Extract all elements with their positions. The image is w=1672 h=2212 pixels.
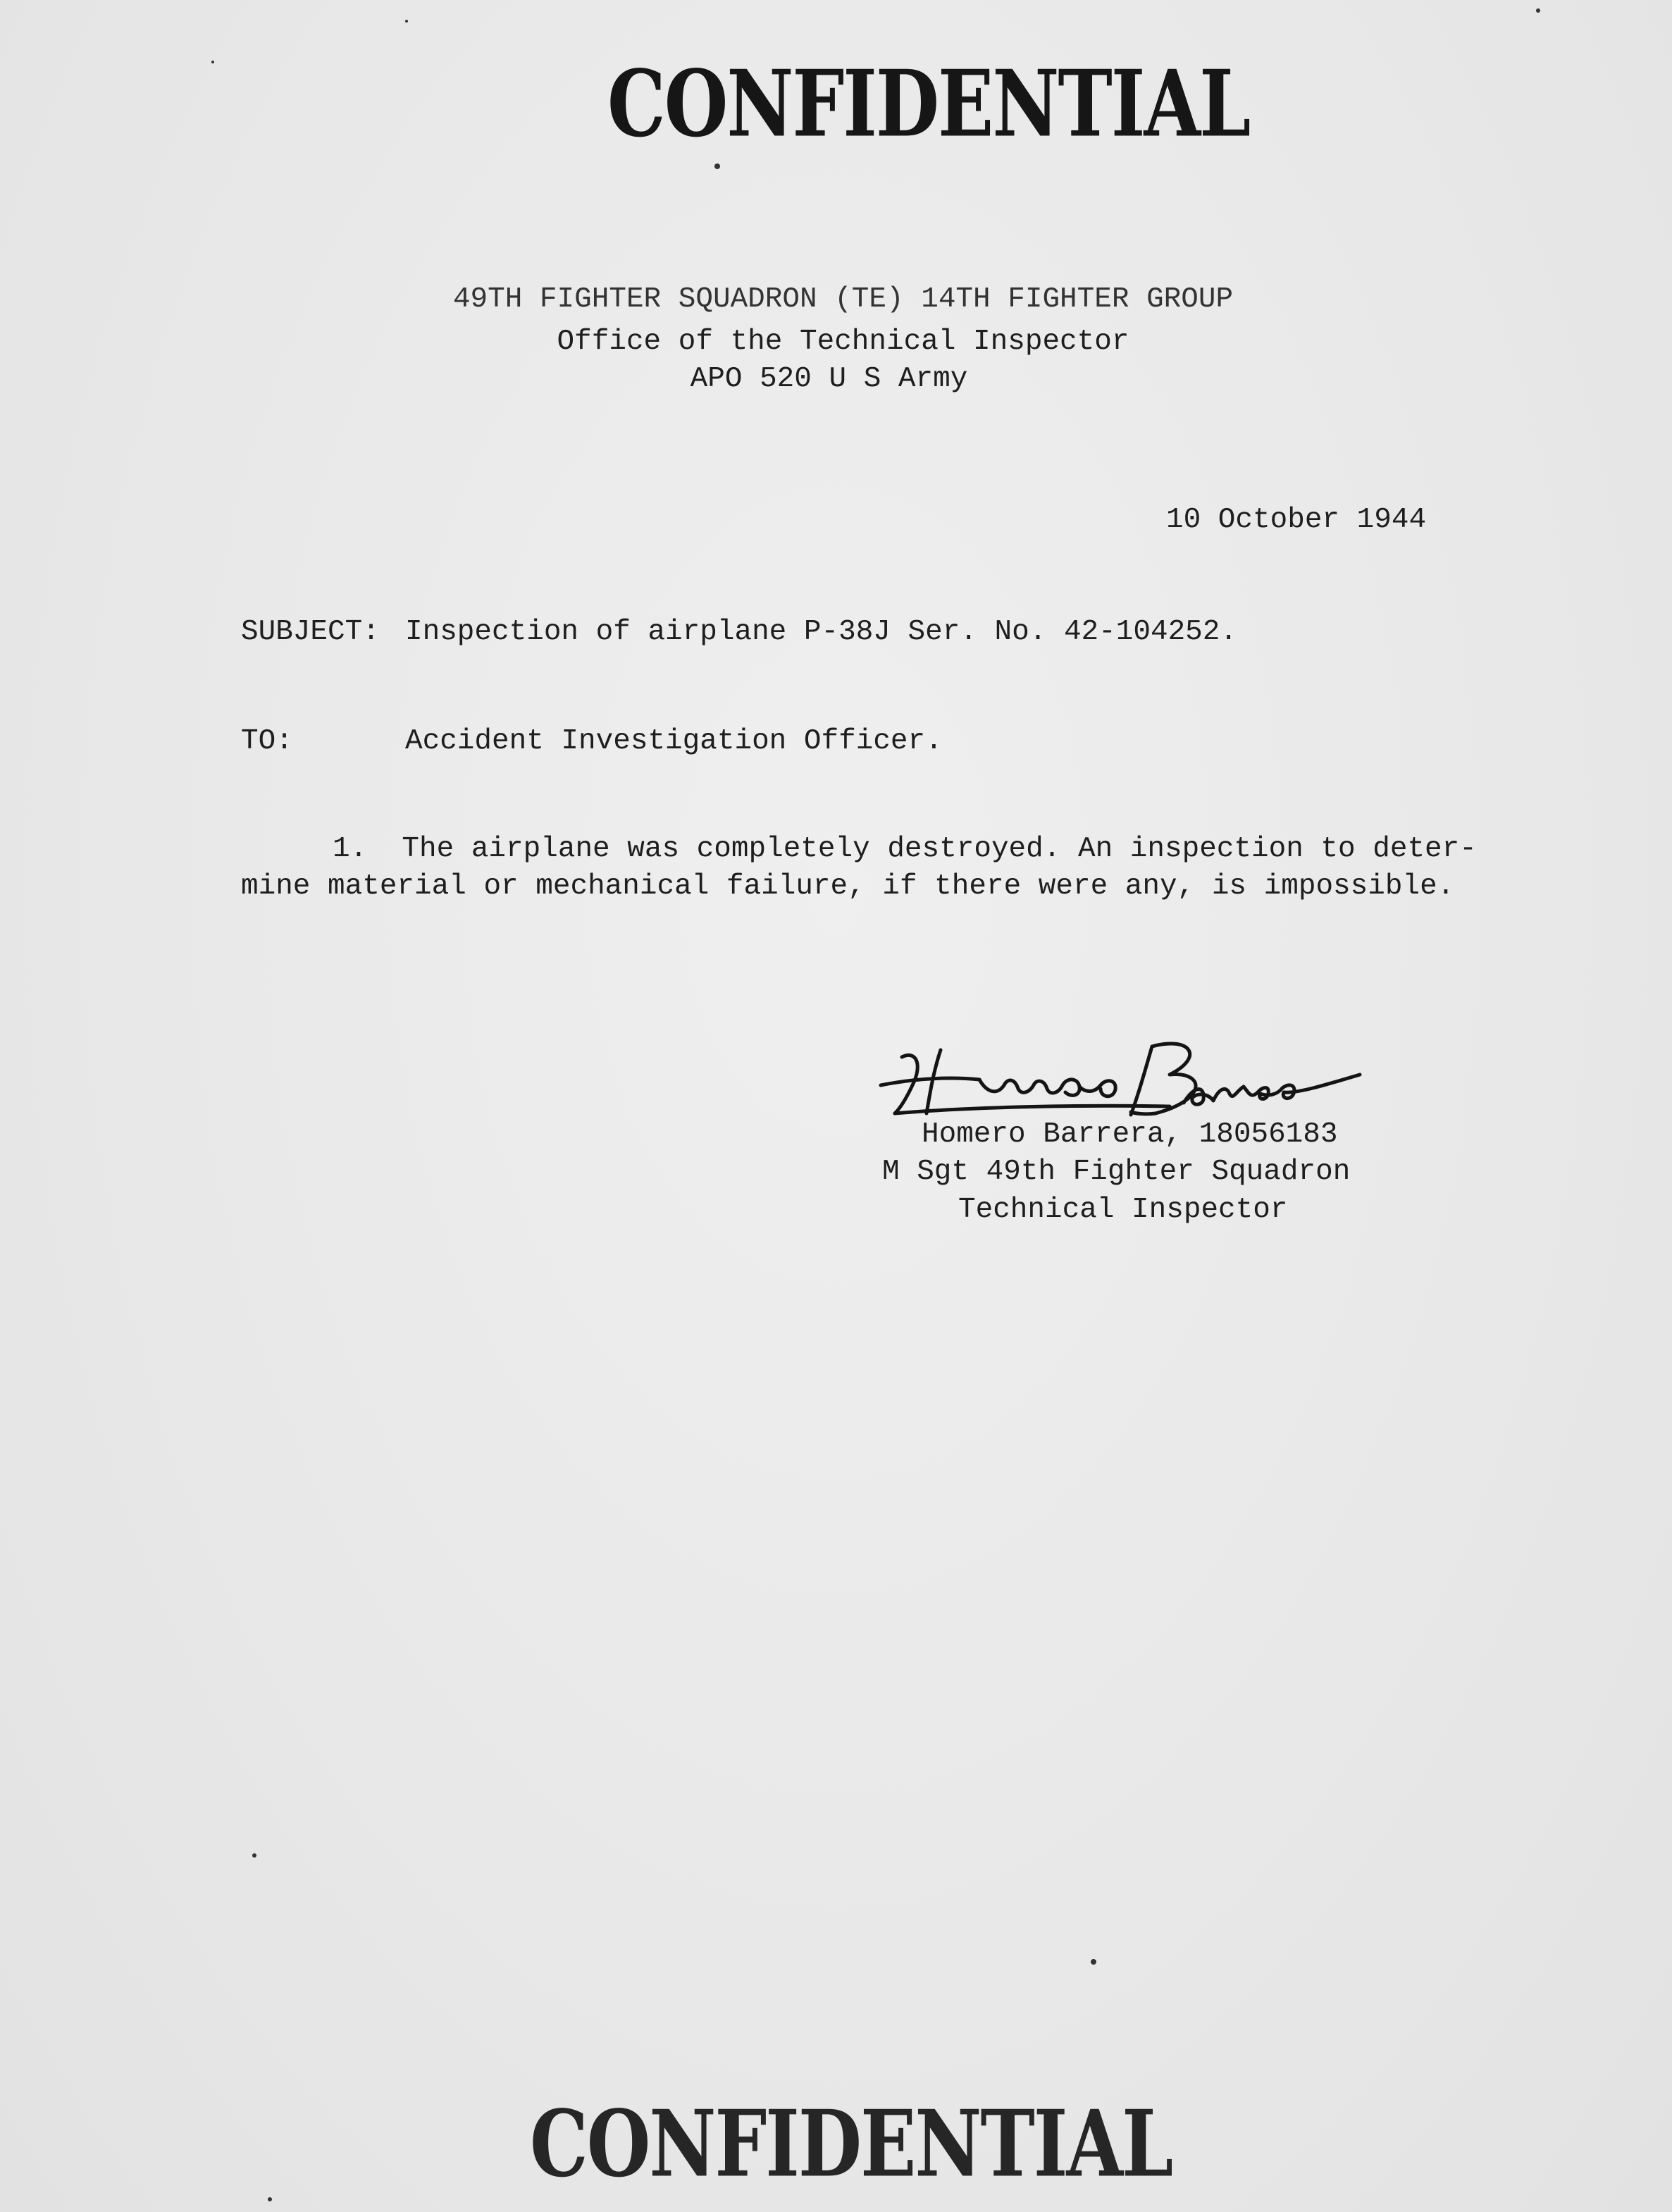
confidential-stamp-bottom: CONFIDENTIAL bbox=[530, 2089, 1172, 2198]
body-paragraph-line-1: 1. The airplane was completely destroyed. An inspection to deter- bbox=[333, 833, 1477, 865]
handwritten-signature bbox=[874, 1036, 1395, 1127]
to-label: TO: bbox=[241, 725, 293, 758]
signer-rank: M Sgt 49th Fighter Squadron bbox=[882, 1156, 1351, 1188]
letterhead-unit: 49TH FIGHTER SQUADRON (TE) 14TH FIGHTER GROUP bbox=[452, 283, 1234, 316]
paper-speck bbox=[1091, 1959, 1096, 1965]
letterhead-office: Office of the Technical Inspector bbox=[557, 326, 1129, 358]
paper-speck bbox=[211, 61, 214, 63]
confidential-stamp-top: CONFIDENTIAL bbox=[607, 49, 1250, 158]
paper-speck bbox=[405, 20, 408, 23]
subject-label: SUBJECT: bbox=[241, 616, 380, 648]
letterhead-address: APO 520 U S Army bbox=[690, 363, 968, 395]
paper-speck bbox=[268, 2197, 272, 2201]
paper-speck bbox=[714, 163, 720, 169]
to-text: Accident Investigation Officer. bbox=[405, 725, 943, 758]
signer-name: Homero Barrera, 18056183 bbox=[922, 1118, 1338, 1151]
subject-text: Inspection of airplane P-38J Ser. No. 42-104252. bbox=[405, 616, 1237, 648]
signer-title: Technical Inspector bbox=[958, 1194, 1288, 1226]
paper-speck bbox=[1536, 8, 1540, 13]
body-paragraph-line-2: mine material or mechanical failure, if there were any, is impossible. bbox=[241, 870, 1455, 903]
paper-speck bbox=[252, 1853, 256, 1858]
letter-date: 10 October 1944 bbox=[1166, 504, 1427, 536]
